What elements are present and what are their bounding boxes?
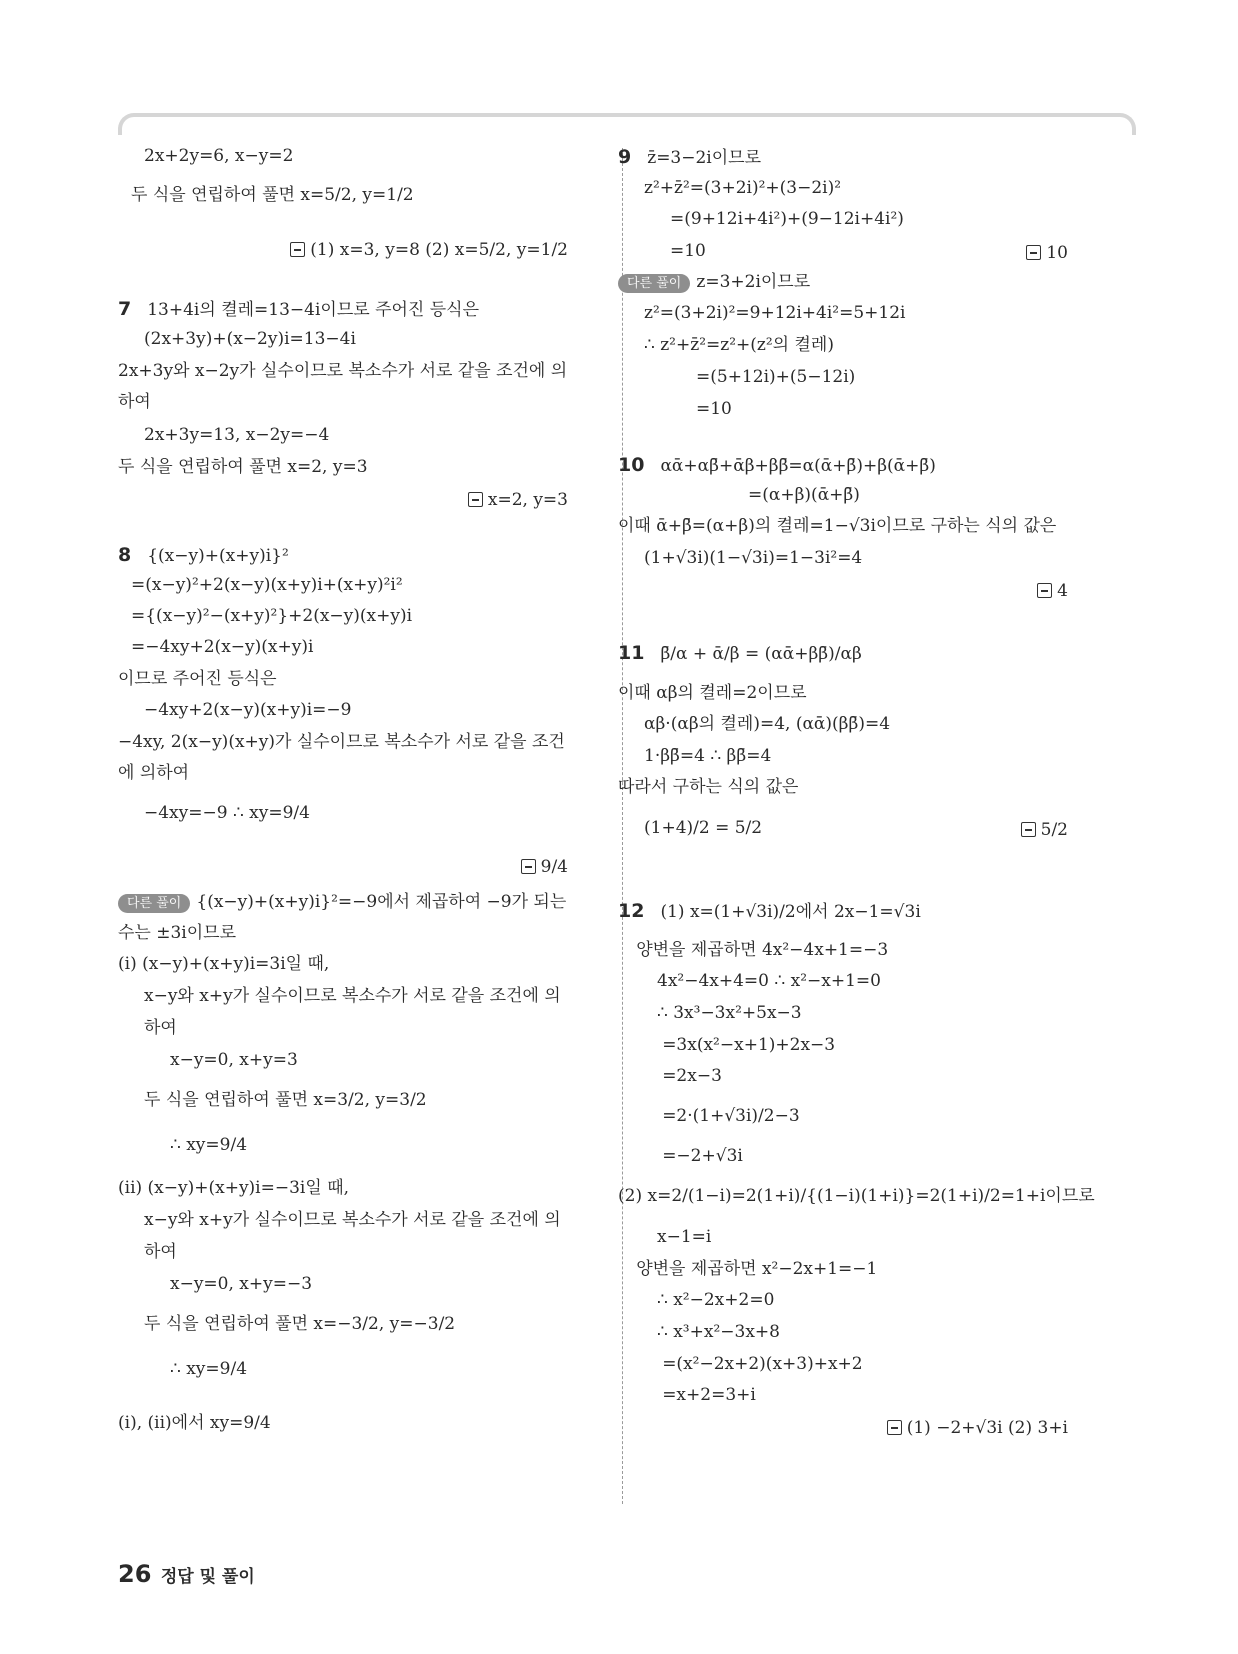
answer-line bbox=[887, 1418, 1068, 1437]
line-text: 양변을 제곱하면 x²−2x+1=−1 bbox=[636, 1259, 878, 1279]
line-text: ={(x−y)²−(x+y)²}+2(x−y)(x+y)i bbox=[131, 606, 413, 626]
line-text: 5/2 bbox=[1040, 820, 1068, 840]
problem-line bbox=[618, 456, 936, 475]
line-text: x−y와 x+y가 실수이므로 복소수가 서로 같을 조건에 의 bbox=[144, 1210, 561, 1230]
solution-line bbox=[662, 1148, 743, 1165]
answer-line bbox=[290, 240, 568, 259]
solution-line bbox=[657, 1005, 802, 1022]
solution-line bbox=[748, 487, 860, 504]
line-text: =10 bbox=[670, 241, 706, 261]
solution-line bbox=[118, 671, 277, 688]
line-text: (1) −2+√3i (2) 3+i bbox=[906, 1418, 1068, 1438]
line-text: β̄/α + ᾱ/β = (αᾱ+ββ̄)/αβ bbox=[660, 644, 862, 664]
line-text: ∴ z²+z̄²=z²+(z²의 켤레) bbox=[644, 335, 834, 355]
solution-line bbox=[662, 1108, 799, 1125]
solution-line bbox=[696, 401, 732, 418]
solution-line bbox=[636, 942, 888, 959]
line-text: {(x−y)+(x+y)i}²=−9에서 제곱하여 −9가 되는 bbox=[196, 892, 567, 912]
problem-line bbox=[118, 300, 479, 319]
column-divider bbox=[622, 148, 623, 1504]
footer-label: 정답 및 풀이 bbox=[160, 1567, 255, 1587]
line-text: ∴ x²−2x+2=0 bbox=[657, 1290, 775, 1310]
problem-number: 8 bbox=[118, 544, 132, 566]
line-text: =10 bbox=[696, 399, 732, 419]
line-text: (i), (ii)에서 xy=9/4 bbox=[118, 1413, 271, 1433]
solution-line bbox=[118, 765, 189, 782]
solution-line bbox=[118, 394, 151, 411]
solution-line bbox=[118, 459, 368, 476]
solution-line bbox=[636, 1261, 877, 1278]
solution-line bbox=[170, 1052, 298, 1069]
problem-number: 11 bbox=[618, 642, 645, 664]
line-text: 하여 bbox=[144, 1018, 177, 1038]
line-text: 에 의하여 bbox=[118, 763, 190, 783]
line-text: z²=(3+2i)²=9+12i+4i²=5+12i bbox=[644, 303, 906, 323]
line-text: =(x−y)²+2(x−y)(x+y)i+(x+y)²i² bbox=[131, 575, 403, 595]
line-text: 양변을 제곱하면 4x²−4x+1=−3 bbox=[636, 940, 889, 960]
solution-line bbox=[118, 956, 329, 973]
answer-line bbox=[521, 857, 568, 876]
line-text: z=3+2i이므로 bbox=[696, 272, 811, 292]
line-text: −4xy+2(x−y)(x+y)i=−9 bbox=[144, 700, 352, 720]
solution-line bbox=[144, 1316, 455, 1333]
solution-line bbox=[657, 973, 881, 990]
line-text: 두 식을 연립하여 풀면 x=2, y=3 bbox=[118, 457, 368, 477]
line-text: 두 식을 연립하여 풀면 x=5/2, y=1/2 bbox=[131, 185, 414, 205]
line-text: 이때 ᾱ+β̄=(α+β)의 켤레=1−√3i이므로 구하는 식의 값은 bbox=[618, 516, 1057, 536]
line-text: 이때 αβ의 켤레=2이므로 bbox=[618, 683, 807, 703]
problem-line bbox=[618, 644, 862, 663]
solution-line bbox=[662, 1037, 835, 1054]
line-text: −4xy=−9 ∴ xy=9/4 bbox=[144, 803, 310, 823]
answer-icon bbox=[290, 242, 305, 257]
line-text: (1+4)/2 = 5/2 bbox=[644, 818, 763, 838]
line-text: (1) x=(1+√3i)/2에서 2x−1=√3i bbox=[660, 902, 921, 922]
solution-line bbox=[144, 1244, 177, 1261]
solution-line bbox=[131, 639, 313, 656]
line-text: ∴ 3x³−3x²+5x−3 bbox=[657, 1003, 802, 1023]
line-text: 2x+3y=13, x−2y=−4 bbox=[144, 425, 330, 445]
line-text: =(α+β)(ᾱ+β̄) bbox=[748, 485, 860, 505]
line-text: =−4xy+2(x−y)(x+y)i bbox=[131, 637, 314, 657]
line-text: =(x²−2x+2)(x+3)+x+2 bbox=[662, 1354, 863, 1374]
line-text: (ii) (x−y)+(x+y)i=−3i일 때, bbox=[118, 1178, 350, 1198]
line-text: 이므로 주어진 등식은 bbox=[118, 669, 277, 689]
line-text: {(x−y)+(x+y)i}² bbox=[147, 546, 289, 566]
solution-line bbox=[131, 187, 414, 204]
header-rule bbox=[118, 113, 1136, 135]
line-text: 따라서 구하는 식의 값은 bbox=[618, 777, 799, 797]
solution-line bbox=[118, 734, 565, 751]
line-text: (2x+3y)+(x−2y)i=13−4i bbox=[144, 329, 356, 349]
answer-line bbox=[1026, 243, 1068, 262]
solution-line bbox=[662, 1387, 756, 1404]
line-text: ∴ xy=9/4 bbox=[170, 1135, 248, 1155]
line-text: =3x(x²−x+1)+2x−3 bbox=[662, 1035, 836, 1055]
answer-line bbox=[1037, 581, 1068, 600]
line-text: x−1=i bbox=[657, 1227, 712, 1247]
problem-line bbox=[118, 546, 289, 565]
answer-icon bbox=[887, 1420, 902, 1435]
line-text: (1+√3i)(1−√3i)=1−3i²=4 bbox=[644, 548, 863, 568]
line-text: (i) (x−y)+(x+y)i=3i일 때, bbox=[118, 954, 330, 974]
solution-line bbox=[644, 305, 905, 322]
line-text: 두 식을 연립하여 풀면 x=−3/2, y=−3/2 bbox=[144, 1314, 456, 1334]
solution-line bbox=[118, 925, 236, 942]
solution-line bbox=[118, 1415, 271, 1432]
line-text: 9/4 bbox=[540, 857, 568, 877]
solution-line bbox=[618, 1188, 1095, 1205]
solution-line bbox=[644, 550, 862, 567]
solution-line bbox=[662, 1068, 722, 1085]
alt-solution-badge: 다른 풀이 bbox=[118, 894, 190, 913]
line-text: 4 bbox=[1057, 581, 1068, 601]
solution-line bbox=[144, 1020, 177, 1037]
line-text: =x+2=3+i bbox=[662, 1385, 756, 1405]
problem-line bbox=[618, 902, 921, 921]
line-text: ∴ x³+x²−3x+8 bbox=[657, 1322, 780, 1342]
problem-number: 7 bbox=[118, 298, 132, 320]
solution-line bbox=[657, 1324, 780, 1341]
page-number: 26 bbox=[118, 1560, 152, 1588]
line-text: (2) x=2/(1−i)=2(1+i)/{(1−i)(1+i)}=2(1+i)/2=1+i이므로 bbox=[618, 1186, 1095, 1206]
solution-line bbox=[144, 1212, 561, 1229]
line-text: x−y와 x+y가 실수이므로 복소수가 서로 같을 조건에 의 bbox=[144, 986, 561, 1006]
line-text: x=2, y=3 bbox=[487, 490, 568, 510]
problem-number: 12 bbox=[618, 900, 645, 922]
solution-line bbox=[144, 702, 351, 719]
line-text: 하여 bbox=[144, 1242, 177, 1262]
answer-icon bbox=[468, 492, 483, 507]
line-text: 1·ββ̄=4 ∴ ββ̄=4 bbox=[644, 746, 772, 766]
solution-line bbox=[118, 363, 567, 380]
line-text: 10 bbox=[1046, 243, 1068, 263]
line-text: 4x²−4x+4=0 ∴ x²−x+1=0 bbox=[657, 971, 881, 991]
solution-line bbox=[144, 427, 329, 444]
solution-line bbox=[144, 805, 310, 822]
line-text: x−y=0, x+y=−3 bbox=[170, 1274, 313, 1294]
line-text: αᾱ+αβ̄+ᾱβ+ββ̄=α(ᾱ+β̄)+β(ᾱ+β̄) bbox=[660, 456, 936, 476]
line-text: =(5+12i)+(5−12i) bbox=[696, 367, 856, 387]
solution-line bbox=[144, 331, 356, 348]
problem-line bbox=[618, 148, 761, 167]
solution-line bbox=[670, 211, 904, 228]
solution-line bbox=[618, 779, 798, 796]
line-text: (1) x=3, y=8 (2) x=5/2, y=1/2 bbox=[310, 240, 568, 260]
solution-line bbox=[657, 1292, 774, 1309]
problem-number: 10 bbox=[618, 454, 645, 476]
line-text: −4xy, 2(x−y)(x+y)가 실수이므로 복소수가 서로 같을 조건 bbox=[118, 732, 565, 752]
answer-icon bbox=[521, 859, 536, 874]
solution-line bbox=[696, 369, 855, 386]
solution-line bbox=[618, 274, 810, 293]
line-text: z̄=3−2i이므로 bbox=[647, 148, 762, 168]
solution-line bbox=[644, 180, 841, 197]
solution-line bbox=[670, 243, 706, 260]
solution-line bbox=[618, 518, 1056, 535]
line-text: 2x+3y와 x−2y가 실수이므로 복소수가 서로 같을 조건에 의 bbox=[118, 361, 568, 381]
solution-line bbox=[618, 685, 807, 702]
line-text: αβ·(αβ의 켤레)=4, (αᾱ)(ββ̄)=4 bbox=[644, 714, 891, 734]
solution-line bbox=[144, 1092, 427, 1109]
answer-icon bbox=[1037, 583, 1052, 598]
solution-line bbox=[131, 577, 403, 594]
solution-line bbox=[644, 716, 890, 733]
line-text: =2·(1+√3i)/2−3 bbox=[662, 1106, 800, 1126]
answer-line bbox=[1021, 820, 1068, 839]
solution-line bbox=[170, 1276, 312, 1293]
line-text: 수는 ±3i이므로 bbox=[118, 923, 237, 943]
solution-line bbox=[644, 748, 771, 765]
line-text: ∴ xy=9/4 bbox=[170, 1359, 248, 1379]
solution-line bbox=[170, 1137, 247, 1154]
line-text: 13+4i의 켤레=13−4i이므로 주어진 등식은 bbox=[147, 300, 480, 320]
solution-line bbox=[170, 1361, 247, 1378]
solution-line bbox=[118, 894, 566, 913]
solution-line bbox=[662, 1356, 862, 1373]
line-text: x−y=0, x+y=3 bbox=[170, 1050, 298, 1070]
line-text: 하여 bbox=[118, 392, 151, 412]
line-text: =(9+12i+4i²)+(9−12i+4i²) bbox=[670, 209, 904, 229]
answer-line bbox=[468, 490, 568, 509]
solution-line bbox=[144, 148, 293, 165]
line-text: =−2+√3i bbox=[662, 1146, 743, 1166]
alt-solution-badge: 다른 풀이 bbox=[618, 274, 690, 293]
answer-icon bbox=[1021, 822, 1036, 837]
solution-line bbox=[118, 1180, 349, 1197]
line-text: =2x−3 bbox=[662, 1066, 722, 1086]
answer-icon bbox=[1026, 245, 1041, 260]
page-footer bbox=[118, 1560, 255, 1588]
solution-line bbox=[131, 608, 412, 625]
solution-line bbox=[644, 820, 762, 837]
problem-number: 9 bbox=[618, 146, 632, 168]
line-text: 두 식을 연립하여 풀면 x=3/2, y=3/2 bbox=[144, 1090, 427, 1110]
line-text: 2x+2y=6, x−y=2 bbox=[144, 146, 294, 166]
solution-line bbox=[644, 337, 834, 354]
solution-line bbox=[144, 988, 561, 1005]
solution-line bbox=[657, 1229, 711, 1246]
line-text: z²+z̄²=(3+2i)²+(3−2i)² bbox=[644, 178, 842, 198]
